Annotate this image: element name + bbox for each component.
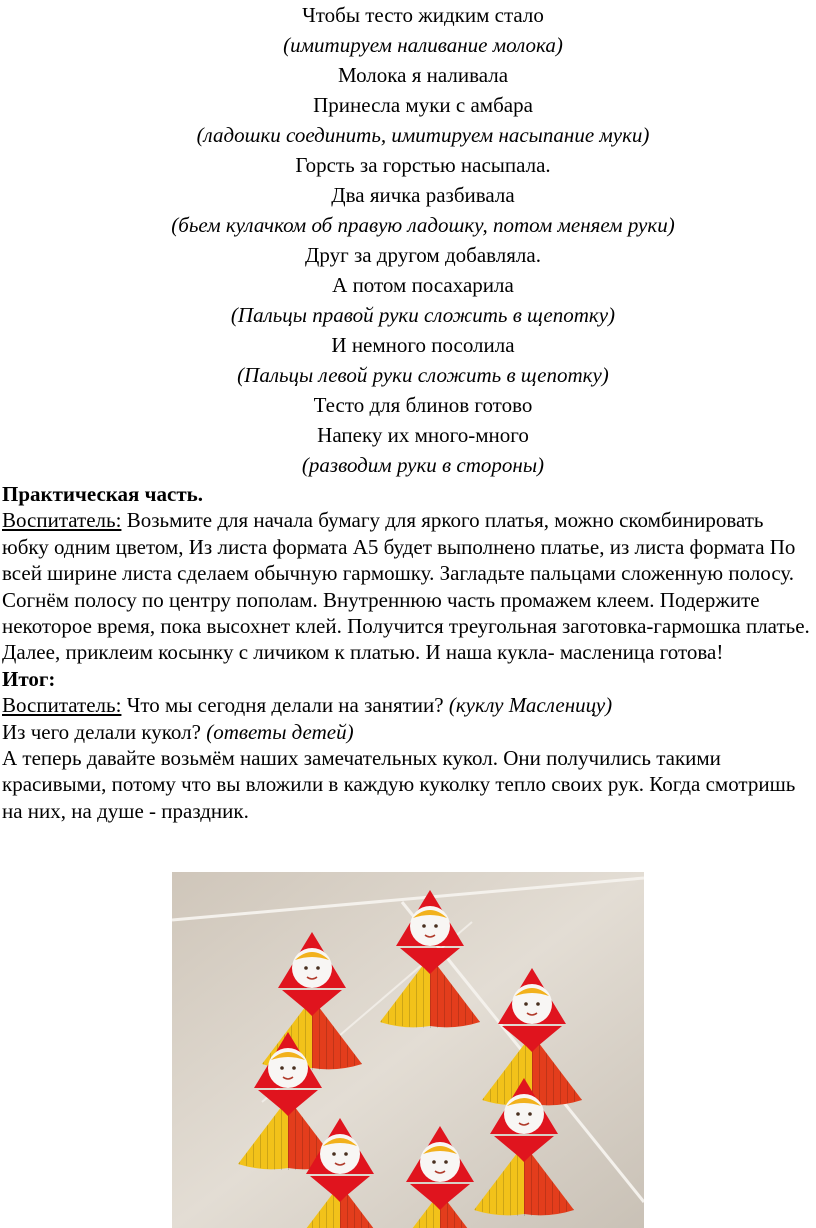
lesson-text	[2, 481, 814, 824]
poem-line: (Пальцы правой руки сложить в щепотку)	[230, 303, 616, 327]
section-heading: Итог:	[2, 666, 56, 691]
wall-background	[172, 872, 644, 1228]
poem-line: Чтобы тесто жидким стало	[302, 3, 544, 27]
speaker-label: Воспитатель:	[2, 508, 122, 533]
poem-line: Два яичка разбивала	[331, 183, 515, 207]
poem-line: Молока я наливала	[337, 63, 509, 87]
closing-paragraph: А теперь давайте возьмём наших замечательных кукол. Они получились такими красивыми, потому что вы вложили в каждую куколку тепло своих рук. Когда смотришь на них, на душе - праздник.	[2, 746, 796, 823]
poem-line: (Пальцы левой руки сложить в щепотку)	[237, 363, 609, 387]
summary-question-2	[2, 719, 814, 745]
summary-heading	[2, 666, 814, 692]
poem-line: (имитируем наливание молока)	[283, 33, 563, 57]
question-text: Что мы сегодня делали на занятии?	[121, 693, 449, 718]
poem-line: И немного посолила	[331, 333, 515, 357]
poem-line: (ладошки соединить, имитируем насыпание муки)	[196, 123, 650, 147]
poem-line: Друг за другом добавляла.	[305, 243, 541, 267]
instructions-text: Возьмите для начала бумагу для яркого платья, можно скомбинировать юбку одним цветом, Из листа формата А5 будет выполнено платье, из листа формата По всей ширине листа сделаем обычную гармошку. Загладьте пальцами сложенную полосу. Согнём полосу по центру пополам. Внутреннюю часть промажем клеем. Подержите некоторое время, пока высохнет клей. Получится треугольная заготовка-гармошка платье. Далее, приклеим косынку с личиком к платью. И наша кукла- масленица готова!	[2, 508, 810, 665]
poem-line: Принесла муки с амбара	[313, 93, 533, 117]
poem-line: Горсть за горстью насыпала.	[295, 153, 551, 177]
practical-paragraph	[2, 507, 814, 665]
poem-line: (бьем кулачком об правую ладошку, потом меняем руки)	[171, 213, 675, 237]
speaker-label: Воспитатель:	[2, 693, 122, 718]
poem	[0, 0, 816, 480]
poem-line: (разводим руки в стороны)	[301, 453, 545, 477]
answer-text: (куклу Масленицу)	[448, 693, 613, 718]
practical-heading	[2, 481, 814, 507]
answer-text: (ответы детей)	[206, 719, 354, 744]
poem-line: А потом посахарила	[332, 273, 514, 297]
poem-line: Напеку их много-много	[317, 423, 529, 447]
dolls-photo	[172, 872, 644, 1228]
section-heading: Практическая часть.	[2, 482, 203, 506]
poem-line: Тесто для блинов готово	[313, 393, 533, 417]
summary-question-1	[2, 692, 814, 718]
question-text: Из чего делали кукол?	[2, 719, 207, 744]
